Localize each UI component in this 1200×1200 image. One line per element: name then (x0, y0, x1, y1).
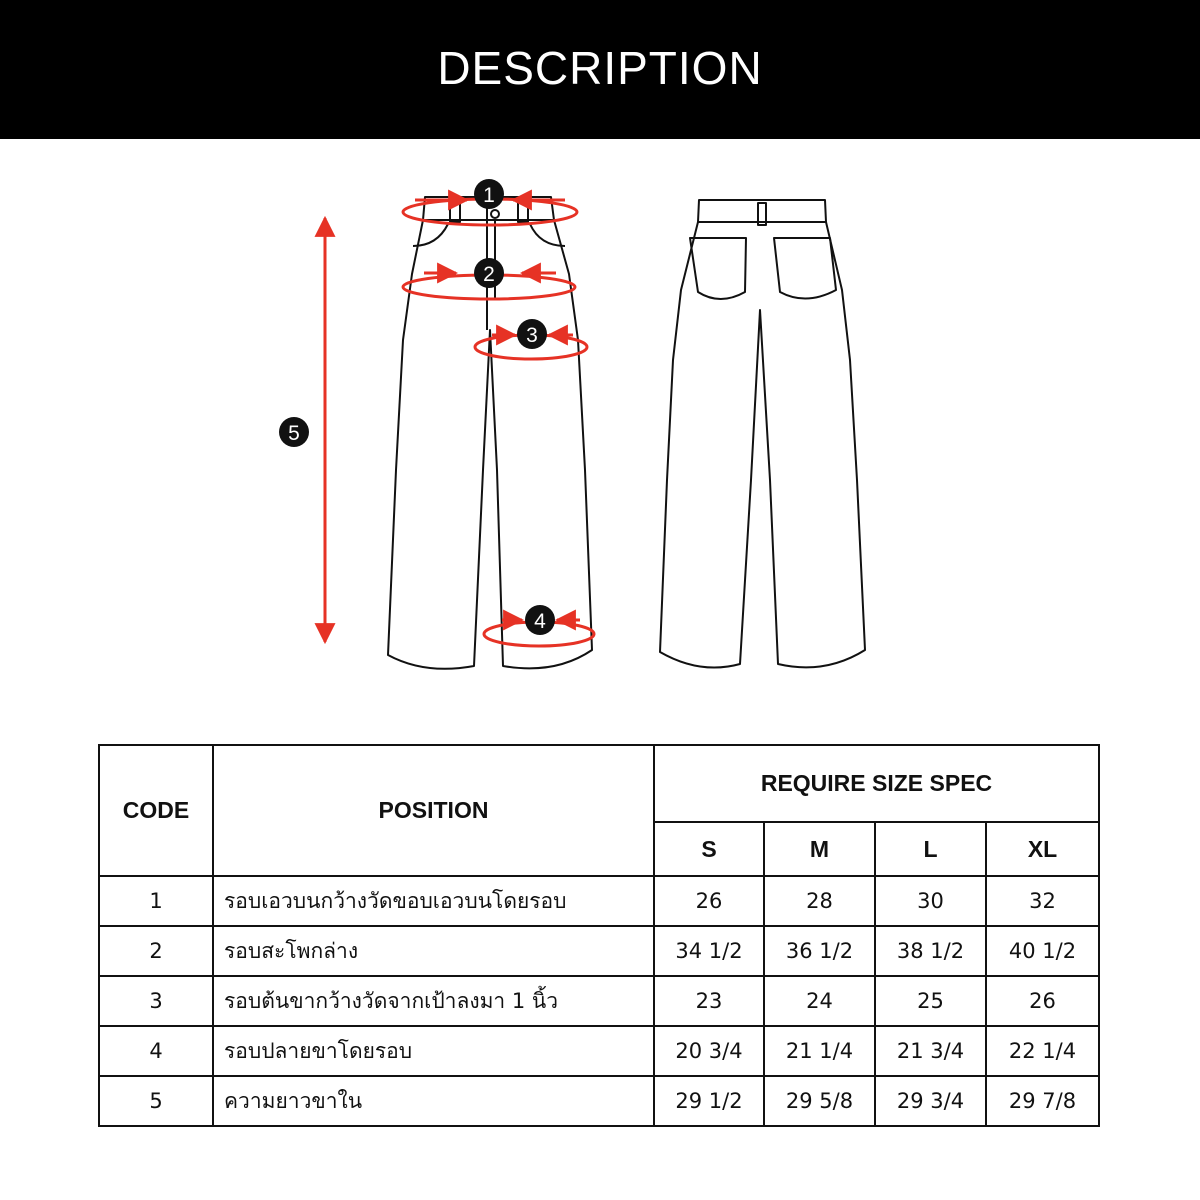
table-row (99, 1076, 1099, 1126)
row-position: ความยาวขาใน (213, 1076, 654, 1126)
pants-measurement-diagram (0, 139, 1200, 739)
page-title: DESCRIPTION (437, 41, 763, 94)
row-value-xl: 26 (986, 976, 1099, 1026)
marker-1-label: 1 (483, 184, 495, 207)
back-pants-illustration (660, 200, 865, 668)
row-value-m: 21 1/4 (764, 1026, 875, 1076)
marker-5-label: 5 (288, 422, 300, 445)
row-value-s: 26 (654, 876, 764, 926)
row-value-m: 36 1/2 (764, 926, 875, 976)
row-value-m: 29 5/8 (764, 1076, 875, 1126)
position-header: POSITION (213, 745, 654, 876)
row-code: 1 (99, 876, 213, 926)
row-value-l: 38 1/2 (875, 926, 986, 976)
size-header-s: S (654, 822, 764, 876)
row-position: รอบสะโพกล่าง (213, 926, 654, 976)
size-spec-table (98, 744, 1100, 1127)
row-position: รอบเอวบนกว้างวัดขอบเอวบนโดยรอบ (213, 876, 654, 926)
marker-4-label: 4 (534, 610, 546, 633)
size-header-m: M (764, 822, 875, 876)
size-header-l: L (875, 822, 986, 876)
header-bar (0, 0, 1200, 139)
table-row (99, 926, 1099, 976)
row-value-xl: 40 1/2 (986, 926, 1099, 976)
measurement-5-inseam (279, 218, 325, 642)
row-code: 4 (99, 1026, 213, 1076)
row-value-xl: 29 7/8 (986, 1076, 1099, 1126)
code-header: CODE (99, 745, 213, 876)
row-value-xl: 22 1/4 (986, 1026, 1099, 1076)
spec-header: REQUIRE SIZE SPEC (654, 745, 1099, 822)
row-value-s: 23 (654, 976, 764, 1026)
row-value-s: 34 1/2 (654, 926, 764, 976)
row-value-xl: 32 (986, 876, 1099, 926)
row-code: 5 (99, 1076, 213, 1126)
table-row (99, 876, 1099, 926)
table-row (99, 976, 1099, 1026)
size-header-xl: XL (986, 822, 1099, 876)
row-value-m: 24 (764, 976, 875, 1026)
row-value-m: 28 (764, 876, 875, 926)
row-code: 3 (99, 976, 213, 1026)
table-row (99, 1026, 1099, 1076)
marker-3-label: 3 (526, 324, 538, 347)
row-value-l: 25 (875, 976, 986, 1026)
row-value-l: 21 3/4 (875, 1026, 986, 1076)
row-code: 2 (99, 926, 213, 976)
row-value-l: 29 3/4 (875, 1076, 986, 1126)
row-position: รอบปลายขาโดยรอบ (213, 1026, 654, 1076)
marker-2-label: 2 (483, 263, 495, 286)
row-value-l: 30 (875, 876, 986, 926)
row-value-s: 29 1/2 (654, 1076, 764, 1126)
row-position: รอบต้นขากว้างวัดจากเป้าลงมา 1 นิ้ว (213, 976, 654, 1026)
row-value-s: 20 3/4 (654, 1026, 764, 1076)
